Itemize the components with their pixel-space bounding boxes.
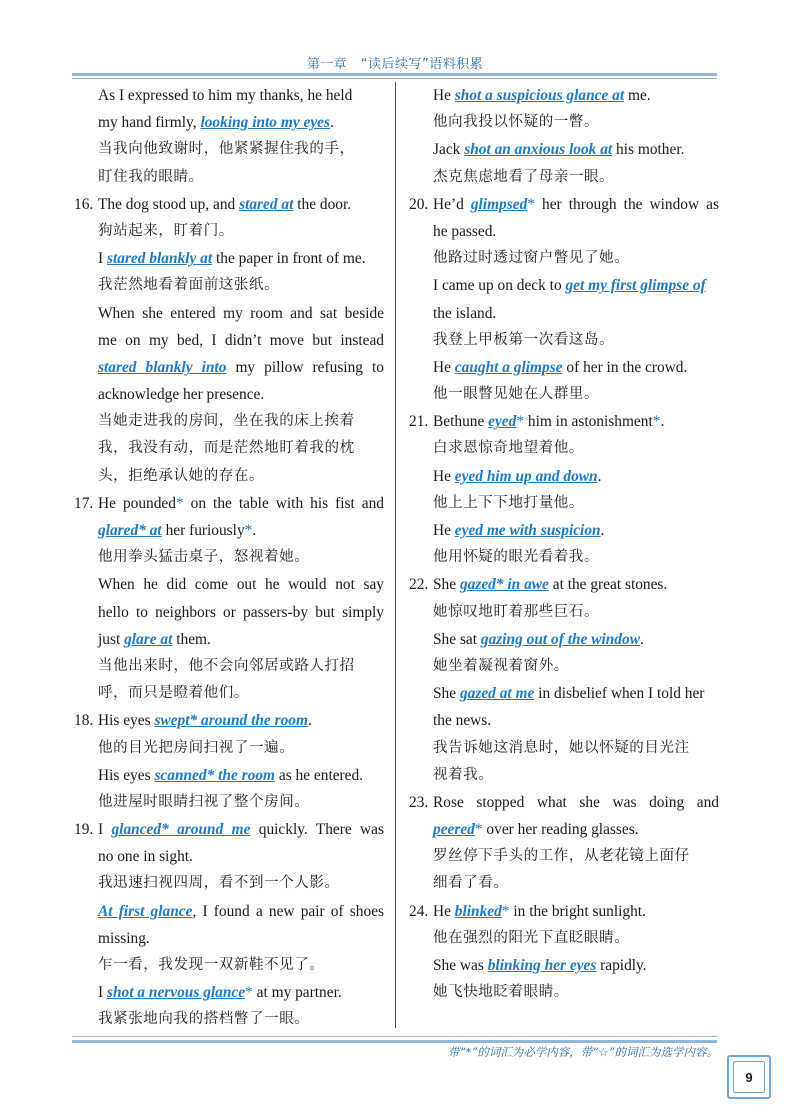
text-span: 他用拳头猛击桌子，怒视着她。 [98,549,310,566]
key-phrase: glared [98,522,139,539]
text-span: acknowledge her presence. [98,386,265,404]
example-line [74,245,384,272]
example-line [409,898,719,925]
required-mark: * [495,576,504,594]
text-span: at the great stones. [548,576,668,594]
text-span: When he did come out he would not say [98,576,384,594]
text-span: 白求恩惊奇地望着他。 [433,440,584,457]
translation-line [74,952,384,979]
key-phrase: shot a nervous glance [106,984,246,1002]
example-line [409,952,719,979]
text-span: 当我向他致谢时，他紧紧握住我的手， [98,141,355,158]
header-rule [72,73,717,76]
key-phrase: glimpsed [470,195,528,213]
entry-number: 21. [409,413,429,431]
text-span: 他上上下下地打量他。 [433,494,584,511]
example-line [74,925,384,952]
text-span: 我茫然地看着面前这张纸。 [98,277,280,294]
key-phrase: around the room [197,712,308,730]
translation-line [74,653,384,680]
key-phrase: the room [214,766,276,784]
text-span: Jack [433,141,465,159]
translation-line [74,1006,384,1033]
translation-line [74,735,384,762]
key-phrase: blinking her eyes [487,957,597,974]
translation-line [409,544,719,571]
key-phrase: stared blankly at [106,250,213,268]
required-mark: * [245,984,253,1002]
example-line [409,517,719,544]
key-phrase: gazed [459,576,496,594]
required-mark: * [501,902,510,920]
text-span: He [433,522,455,539]
text-span: His eyes [98,712,155,730]
text-span: 我紧张地向我的搭档瞥了一眼。 [98,1011,310,1028]
footer-note: 带“*”的词汇为必学内容，带“☆”的词汇为选学内容。 [448,1045,718,1059]
text-span: no one in sight. [98,848,193,866]
text-span: 当她走进我的房间，坐在我的床上挨着 [98,413,355,430]
text-span: . [639,630,644,648]
example-line [409,463,719,490]
text-span: His eyes [98,766,155,784]
example-line [409,300,719,327]
text-span: 他用怀疑的眼光看着我。 [433,549,600,566]
text-span: over her reading glasses. [482,821,639,839]
text-span: I came up on deck to [433,277,566,295]
key-phrase: eyed me with suspicion [454,522,601,539]
text-span: . [600,522,605,539]
text-span: He’d [433,195,471,213]
text-span: She sat [433,630,481,648]
example-line [409,218,719,245]
text-span: my pillow refusing to [226,358,384,376]
example-line [74,898,384,925]
right-column [409,82,719,1006]
example-line [74,82,384,109]
text-span: He [433,467,455,485]
text-span: the island. [433,304,497,322]
text-span: his mother. [612,141,685,159]
text-span: hello to neighbors or passers-by but simply [98,603,384,621]
text-span: me on my bed, I didn’t move but instead [98,331,384,349]
text-span: . [597,467,602,485]
text-span: quickly. There was [250,821,384,839]
key-phrase: gazing out of the window [480,630,640,648]
text-span: as he entered. [275,766,364,784]
text-span: my hand firmly, [98,114,201,132]
text-span: the door. [293,195,352,213]
key-phrase: around me [168,821,251,839]
example-line [409,82,719,109]
entry-number: 19. [74,821,94,839]
key-phrase: stared blankly into [98,358,227,376]
text-span: . [660,413,665,431]
translation-line [74,408,384,435]
text-span: As I expressed to him my thanks, he held [98,87,353,104]
text-span: 杰克焦虑地看了母亲一眼。 [433,168,615,185]
text-span: 他向我投以怀疑的一瞥。 [433,114,600,131]
footer-rule-thin [72,1036,717,1037]
example-line [74,816,384,843]
text-span: at my partner. [252,984,342,1002]
translation-line [409,109,719,136]
key-phrase: get my first glimpse of [565,277,706,295]
translation-line [74,463,384,490]
translation-line [409,843,719,870]
text-span: , I found a new pair of shoes [192,902,385,920]
text-span: in disbelief when I told her [534,685,705,703]
text-span: 我，我没有动，而是茫然地盯着我的枕 [98,440,355,457]
example-line [74,517,384,544]
page-number: 9 [733,1061,765,1093]
required-mark: * [138,522,146,539]
example-line [74,571,384,598]
text-span: He [433,358,455,376]
example-line [409,816,719,843]
entry-number: 24. [409,902,429,920]
example-line [409,789,719,816]
text-span: the news. [433,712,492,730]
text-span: of her in the crowd. [562,358,688,376]
text-span: Rose stopped what she was doing and [433,793,719,811]
text-span: I [98,984,107,1002]
translation-line [409,653,719,680]
translation-line [409,164,719,191]
text-span: 我登上甲板第一次看这岛。 [433,331,615,348]
example-line [74,599,384,626]
text-span: 她坐着凝视着窗外。 [433,657,569,674]
text-span: he passed. [433,222,497,240]
text-span: 当他出来时，他不会向邻居或路人打招 [98,657,355,674]
key-phrase: stared at [239,195,294,213]
translation-line [74,136,384,163]
key-phrase: shot a suspicious glance at [454,87,625,104]
key-phrase: caught a glimpse [454,358,563,376]
key-phrase: glanced [111,821,162,839]
text-span: 她飞快地眨着眼睛。 [433,984,569,1001]
text-span: on the table with his fist and [183,494,384,512]
translation-line [409,735,719,762]
entry-number: 22. [409,576,429,594]
text-span: the paper in front of me. [212,250,366,268]
text-span: 乍一看，我发现一双新鞋不见了。 [98,957,325,973]
translation-line [409,327,719,354]
example-line [74,979,384,1006]
example-line [409,707,719,734]
text-span: He pounded [98,494,176,512]
key-phrase: blinked [454,902,502,920]
required-mark: * [652,413,661,431]
text-span: 他路过时透过窗户瞥见了她。 [433,250,630,267]
translation-line [409,435,719,462]
text-span: . [329,114,334,132]
key-phrase: glare at [124,630,173,648]
text-span: She [433,576,460,594]
text-span: them. [172,630,211,648]
text-span: missing. [98,929,150,947]
text-span: rapidly. [596,957,647,974]
translation-line [74,272,384,299]
translation-line [74,435,384,462]
required-mark: * [161,821,169,839]
example-line [409,680,719,707]
example-line [409,571,719,598]
key-phrase: scanned [154,766,207,784]
text-span: her furiously [161,522,245,539]
key-phrase: At first glance [98,902,193,920]
required-mark: * [206,766,215,784]
text-span: me. [624,87,651,104]
text-span: Bethune [433,413,489,431]
translation-line [409,490,719,517]
text-span: 他一眼瞥见她在人群里。 [433,386,600,403]
example-line [74,762,384,789]
translation-line [409,925,719,952]
entry-number: 17. [74,494,94,512]
translation-line [409,762,719,789]
example-line [74,381,384,408]
required-mark: * [474,821,483,839]
header-rule-thin [72,78,717,79]
text-span: 我告诉她这消息时，她以怀疑的目光注 [433,739,690,756]
text-span: . [307,712,312,730]
text-span: 他在强烈的阳光下直眨眼睛。 [433,929,630,946]
example-line [409,136,719,163]
text-span: I [98,250,107,268]
key-phrase: shot an anxious look at [464,141,613,159]
entry-number: 20. [409,195,429,213]
key-phrase: swept [154,712,190,730]
key-phrase: eyed [488,413,517,431]
example-line [74,191,384,218]
example-line [74,354,384,381]
example-line [74,843,384,870]
text-span: She [433,685,460,703]
text-span: 罗丝停下手头的工作，从老花镜上面仔 [433,848,690,865]
key-phrase: eyed him up and down [454,467,598,485]
translation-line [74,164,384,191]
example-line [409,408,719,435]
page-number-badge [727,1055,771,1099]
text-span: 我迅速扫视四周，看不到一个人影。 [98,875,340,892]
example-line [409,272,719,299]
required-mark: * [516,413,525,431]
example-line [74,327,384,354]
text-span: He [433,87,455,104]
translation-line [409,979,719,1006]
entry-number: 18. [74,712,94,730]
translation-line [74,789,384,816]
text-span: 视着我。 [433,766,494,783]
text-span: 呼，而只是瞪着他们。 [98,685,249,702]
example-line [74,109,384,136]
translation-line [74,544,384,571]
example-line [74,300,384,327]
key-phrase: looking into my eyes [200,114,330,132]
text-span: When she entered my room and sat beside [98,304,384,322]
footer-rule [72,1040,717,1043]
translation-line [409,245,719,272]
translation-line [409,870,719,897]
example-line [409,354,719,381]
key-phrase: peered [433,821,475,839]
text-span: him in astonishment [524,413,653,431]
text-span: 她惊叹地盯着那些巨石。 [433,603,600,620]
text-span: 盯住我的眼睛。 [98,168,204,185]
key-phrase: in awe [503,576,549,594]
entry-number: 16. [74,195,94,213]
text-span: I [98,821,112,839]
text-span: just [98,630,125,648]
required-mark: * [175,494,184,512]
text-span: her through the window as [534,195,719,213]
example-line [74,707,384,734]
key-phrase: at [145,522,162,539]
text-span: 他进屋时眼睛扫视了整个房间。 [98,793,310,810]
chapter-header: 第一章 “读后续写”语料积累 [306,57,484,72]
translation-line [74,218,384,245]
required-mark: * [244,522,253,539]
text-span: in the bright sunlight. [509,902,646,920]
example-line [409,191,719,218]
translation-line [409,599,719,626]
key-phrase: gazed at me [459,685,535,703]
entry-number: 23. [409,793,429,811]
required-mark: * [527,195,535,213]
text-span: She was [433,957,488,974]
translation-line [74,870,384,897]
required-mark: * [189,712,198,730]
translation-line [74,680,384,707]
text-span: 他的目光把房间扫视了一遍。 [98,739,295,756]
text-span: 细看了看。 [433,875,509,892]
text-span: The dog stood up, and [98,195,240,213]
column-divider [395,82,396,1028]
translation-line [409,381,719,408]
text-span: 头，拒绝承认她的存在。 [98,467,265,484]
text-span: . [252,522,257,539]
example-line [409,626,719,653]
example-line [74,626,384,653]
example-line [74,490,384,517]
text-span: He [433,902,455,920]
text-span: 狗站起来，盯着门。 [98,222,234,239]
left-column [74,82,384,1034]
